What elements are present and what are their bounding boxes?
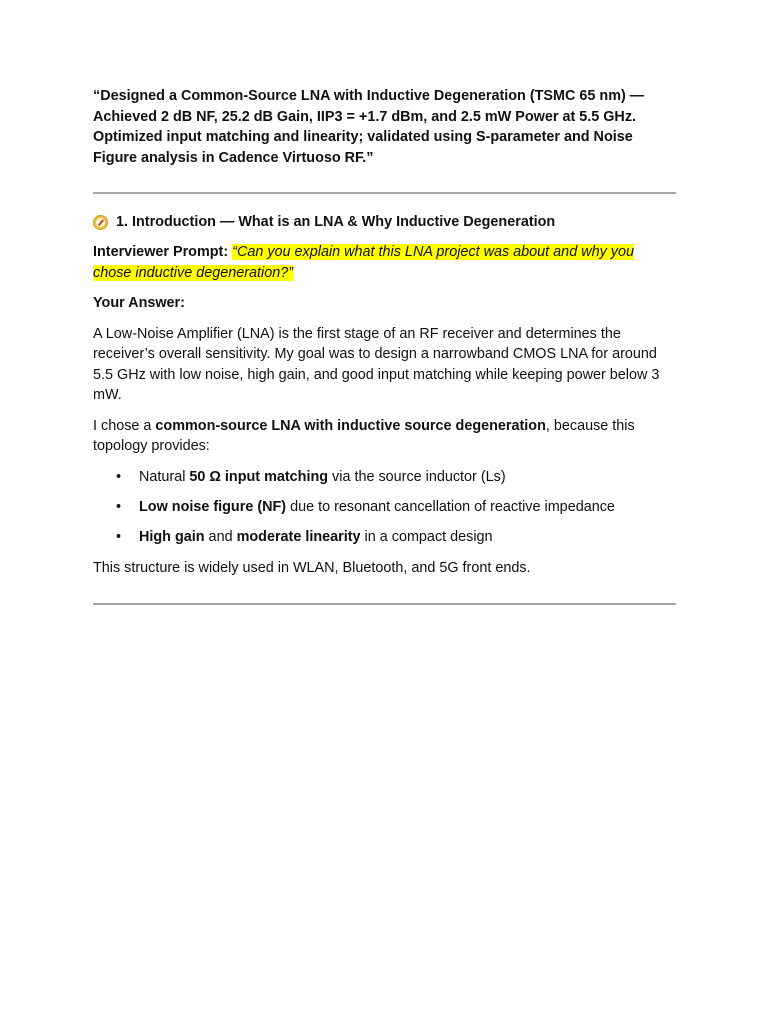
compass-icon (93, 215, 108, 230)
closing-paragraph: This structure is widely used in WLAN, Bluetooth, and 5G front ends. (93, 559, 531, 576)
bullet: • (116, 468, 122, 485)
divider (93, 192, 676, 194)
bullet: • (116, 498, 122, 515)
divider (93, 603, 676, 605)
bullet-1-post: via the source inductor (Ls) (328, 468, 506, 485)
answer-label: Your Answer: (93, 295, 185, 311)
list-item (93, 527, 676, 548)
paragraph-2-pre: I chose a (93, 417, 156, 434)
list-item (93, 497, 676, 518)
bullet-1-bold: 50 Ω input matching (189, 468, 329, 485)
bullet-3-post: in a compact design (360, 529, 493, 546)
document-content (93, 86, 676, 605)
paragraph-2-post: , because this topology provides: (93, 417, 635, 454)
bullet-2-post: due to resonant cancellation of reactive impedance (286, 498, 615, 515)
bullet-3-bold-2: moderate linearity (236, 529, 361, 546)
benefits-list (93, 467, 676, 548)
bullet-3-mid: and (204, 529, 237, 546)
prompt-label: Interviewer Prompt: (93, 244, 229, 260)
answer-paragraph-1: A Low-Noise Amplifier (LNA) is the first stage of an RF receiver and determines the receiver’s overall sensitivity. My goal was to design a narrowband CMOS LNA for around 5.5 GHz with low noise, high gain, and good input matching while keeping power below 3 mW. (93, 325, 660, 403)
section-title-text: 1. Introduction — What is an LNA & Why Inductive Degeneration (116, 214, 556, 230)
interviewer-prompt (93, 242, 676, 283)
prompt-question: “Can you explain what this LNA project was about and why you chose inductive degeneration?” (93, 244, 634, 281)
resume-headline: “Designed a Common-Source LNA with Inductive Degeneration (TSMC 65 nm) — Achieved 2 dB NF, 25.2 dB Gain, IIP3 = +1.7 dBm, and 2.5 mW Power at 5.5 GHz. Optimized input matching and linearity; validated using S-parameter and Noise Figure analysis in Cadence Virtuoso RF.” (93, 88, 645, 166)
paragraph-2-bold: common-source LNA with inductive source degeneration (155, 417, 546, 434)
section-heading (93, 212, 676, 232)
bullet-1-pre: Natural (139, 468, 190, 485)
bullet-3-bold: High gain (139, 529, 205, 546)
answer-paragraph-2 (93, 416, 676, 457)
list-item (93, 467, 676, 488)
bullet: • (116, 529, 122, 546)
bullet-2-bold: Low noise figure (NF) (139, 498, 287, 515)
